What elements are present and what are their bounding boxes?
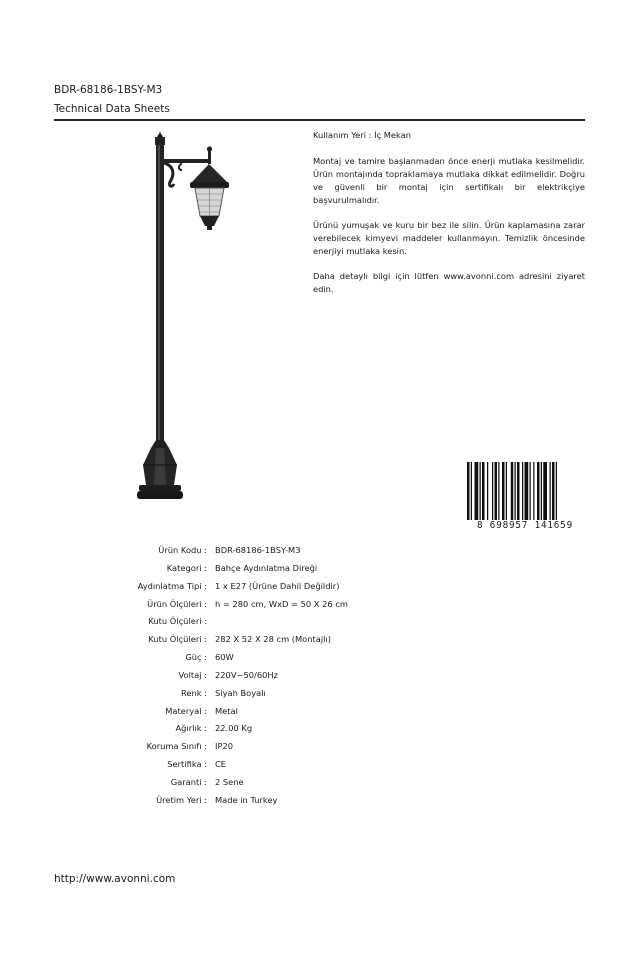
spec-row bbox=[0, 545, 640, 563]
spec-row bbox=[0, 777, 640, 795]
spec-value: 282 X 52 X 28 cm (Montajlı) bbox=[215, 634, 332, 645]
spec-label: Güç : bbox=[185, 652, 207, 663]
spec-value: 1 x E27 (Ürüne Dahil Değildir) bbox=[215, 580, 340, 591]
barcode-bar bbox=[517, 462, 520, 520]
installation-warning: Montaj ve tamire başlanmadan önce enerji mutlaka kesilmelidir. Ürün montajında topraklamaya mutlaka dikkat edilmelidir. Doğru ve güvenli bir montaj için sertifikalı bir elektrikçiye başvurulmalıdır. bbox=[313, 156, 585, 205]
spec-row bbox=[0, 652, 640, 670]
spec-row bbox=[0, 670, 640, 688]
barcode-bar bbox=[482, 462, 485, 520]
product-image-lamp-post bbox=[130, 130, 240, 509]
spec-value: Metal bbox=[215, 705, 238, 716]
spec-label: Ağırlık : bbox=[175, 723, 207, 734]
barcode-bar bbox=[492, 462, 493, 520]
spec-row bbox=[0, 795, 640, 813]
spec-row bbox=[0, 581, 640, 599]
barcode-bar bbox=[541, 462, 542, 520]
barcode-bar bbox=[498, 462, 499, 520]
spec-row bbox=[0, 759, 640, 777]
spec-label: Ürün Kodu : bbox=[158, 545, 207, 555]
spec-value: CE bbox=[215, 759, 227, 770]
spec-label: Üretim Yeri : bbox=[156, 794, 207, 805]
spec-label: Ürün Ölçüleri : bbox=[147, 598, 207, 609]
barcode-bar bbox=[543, 462, 547, 520]
barcode-digits: 8 698957 141659 bbox=[465, 520, 585, 531]
spec-table bbox=[0, 545, 640, 813]
barcode-bar bbox=[511, 462, 514, 520]
spec-label: Kategori : bbox=[166, 562, 207, 573]
spec-label: Garanti : bbox=[170, 776, 207, 787]
spec-label: Materyal : bbox=[165, 705, 207, 716]
spec-value: Made in Turkey bbox=[215, 794, 278, 805]
spec-label: Sertifika : bbox=[167, 759, 207, 770]
spec-label: Kutu Ölçüleri : bbox=[148, 616, 207, 627]
spec-value: 220V~50/60Hz bbox=[215, 669, 278, 680]
barcode-bar bbox=[533, 462, 534, 520]
barcode bbox=[465, 462, 585, 538]
barcode-bar bbox=[502, 462, 505, 520]
barcode-bar bbox=[495, 462, 498, 520]
barcode-bar bbox=[522, 462, 523, 520]
spec-row bbox=[0, 706, 640, 724]
barcode-bar bbox=[550, 462, 551, 520]
barcode-bar bbox=[480, 462, 481, 520]
barcode-bar bbox=[556, 462, 557, 528]
spec-value: 2 Sene bbox=[215, 776, 244, 787]
spec-value: Bahçe Aydınlatma Direği bbox=[215, 562, 318, 573]
website-note: Daha detaylı bilgi için lütfen www.avonni.com adresini ziyaret edin. bbox=[313, 271, 585, 294]
spec-row bbox=[0, 634, 640, 652]
spec-value: BDR-68186-1BSY-M3 bbox=[215, 545, 301, 555]
barcode-bar bbox=[552, 462, 555, 520]
spec-value: 22.00 Kg bbox=[215, 723, 253, 734]
spec-row bbox=[0, 688, 640, 706]
barcode-bar bbox=[537, 462, 540, 520]
footer-website-link[interactable]: http://www.avonni.com bbox=[54, 873, 176, 885]
spec-value: h = 280 cm, WxD = 50 X 26 cm bbox=[215, 598, 348, 609]
document-subtitle: Technical Data Sheets bbox=[54, 103, 170, 115]
cleaning-instructions: Ürünü yumuşak ve kuru bir bez ile silin. Ürün kaplamasına zarar verebilecek kimyevi maddeler kullanmayın. Temizlik öncesinde enerjiyi mutlaka kesin. bbox=[313, 220, 585, 256]
spec-value: IP20 bbox=[215, 741, 234, 752]
spec-row bbox=[0, 616, 640, 634]
barcode-bar bbox=[471, 462, 472, 528]
barcode-bar bbox=[487, 462, 488, 520]
spec-row bbox=[0, 599, 640, 617]
info-text-block bbox=[313, 129, 585, 308]
spec-label: Renk : bbox=[181, 687, 207, 698]
spec-label: Kutu Ölçüleri : bbox=[148, 634, 207, 645]
spec-row bbox=[0, 723, 640, 741]
barcode-bar bbox=[515, 462, 516, 520]
spec-row bbox=[0, 741, 640, 759]
product-code-heading: BDR-68186-1BSY-M3 bbox=[54, 84, 163, 96]
barcode-bar bbox=[475, 462, 479, 520]
barcode-bar bbox=[506, 462, 507, 520]
barcode-bar bbox=[467, 462, 470, 528]
spec-value: 60W bbox=[215, 652, 234, 663]
spec-label: Voltaj : bbox=[178, 669, 207, 680]
spec-label: Koruma Sınıfı : bbox=[146, 741, 207, 752]
spec-value: Siyah Boyalı bbox=[215, 687, 266, 698]
barcode-bar bbox=[530, 462, 531, 520]
spec-label: Aydınlatma Tipi : bbox=[137, 580, 207, 591]
usage-location: Kullanım Yeri : İç Mekan bbox=[313, 130, 412, 140]
header-divider bbox=[54, 119, 585, 121]
spec-row bbox=[0, 563, 640, 581]
barcode-bar bbox=[525, 462, 529, 520]
